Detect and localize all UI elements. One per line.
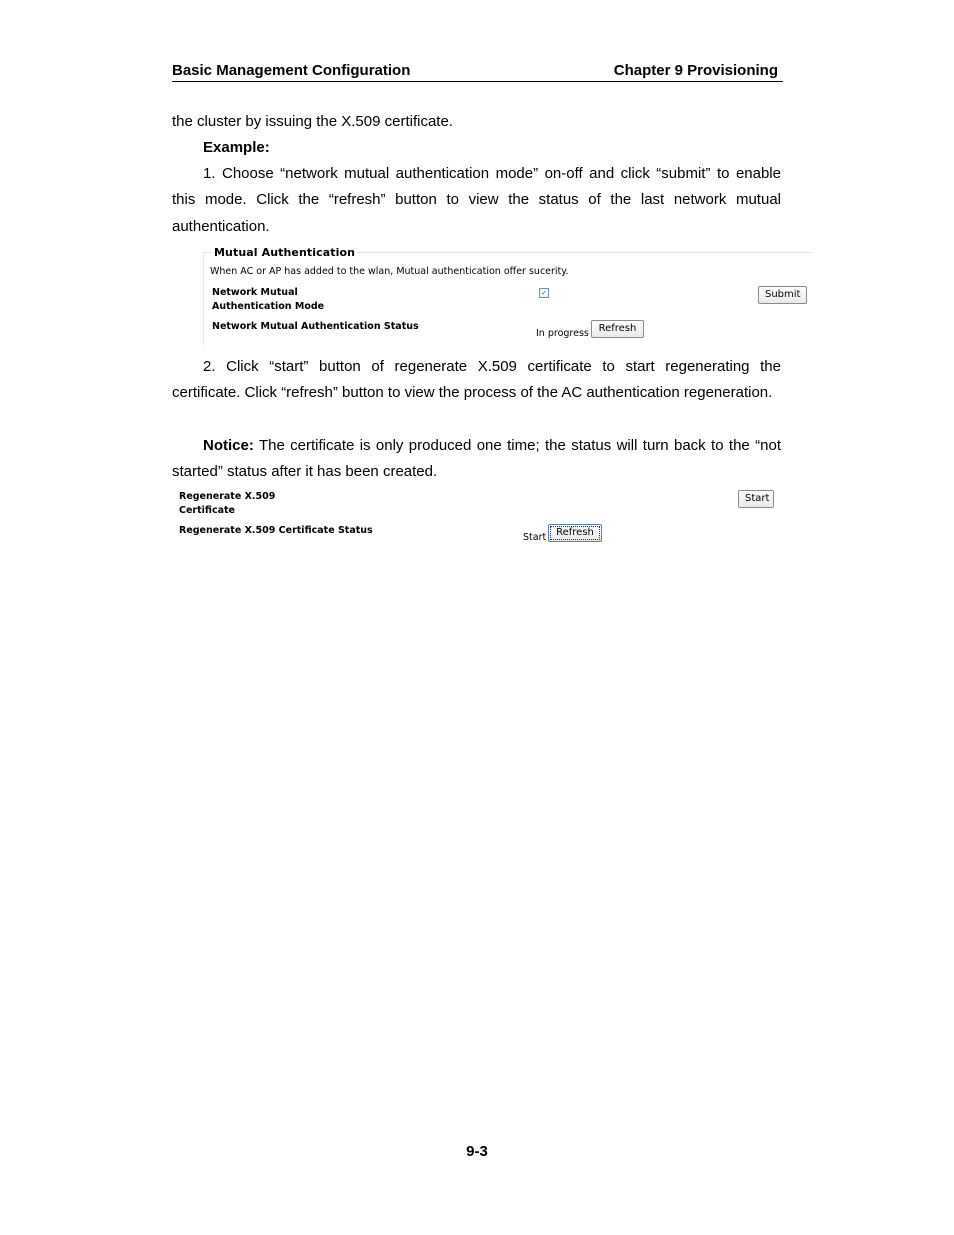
- regenerate-refresh-button[interactable]: Refresh: [548, 524, 602, 542]
- start-button[interactable]: Start: [738, 490, 774, 508]
- notice-label: Notice:: [203, 437, 254, 454]
- notice-text: The certificate is only produced one time; the status will turn back to the “not started” status after it has been created.: [172, 437, 781, 481]
- submit-button[interactable]: Submit: [758, 286, 807, 304]
- mutual-authentication-checkbox[interactable]: ✓: [539, 288, 549, 298]
- paragraph-step-2: 2. Click “start” button of regenerate X.509 certificate to start regenerating the certificate. Click “refresh” button to view the process of the AC authentication regeneration.: [172, 358, 781, 402]
- page-header: [172, 61, 783, 82]
- example-heading: Example:: [203, 139, 270, 156]
- status-label: Network Mutual Authentication Status: [212, 321, 419, 332]
- regenerate-label-line1: Regenerate X.509: [179, 491, 276, 502]
- header-chapter-title: Chapter 9 Provisioning: [613, 62, 778, 79]
- page-number: 9-3: [466, 1143, 488, 1160]
- mutual-authentication-legend: Mutual Authentication: [214, 246, 356, 259]
- regenerate-label-line2: Certificate: [179, 505, 235, 516]
- mutual-authentication-description: When AC or AP has added to the wlan, Mutual authentication offer sucerity.: [210, 266, 569, 277]
- notice-paragraph: [172, 433, 781, 486]
- mutual-authentication-panel: [203, 246, 812, 345]
- header-section-title: Basic Management Configuration: [172, 62, 411, 79]
- regenerate-status-label: Regenerate X.509 Certificate Status: [179, 525, 373, 536]
- regenerate-certificate-panel: [172, 488, 782, 548]
- paragraph-step-1: 1. Choose “network mutual authentication mode” on-off and click “submit” to enable this mode. Click the “refresh” button to view the status of the last network mutual authentication.: [172, 165, 781, 235]
- regenerate-status-value: Start: [523, 532, 547, 543]
- refresh-button[interactable]: Refresh: [591, 320, 644, 338]
- mode-label-line1: Network Mutual: [212, 287, 298, 298]
- mode-label-line2: Authentication Mode: [212, 301, 325, 312]
- status-value: In progress: [536, 328, 589, 339]
- paragraph-intro: the cluster by issuing the X.509 certificate.: [172, 113, 453, 130]
